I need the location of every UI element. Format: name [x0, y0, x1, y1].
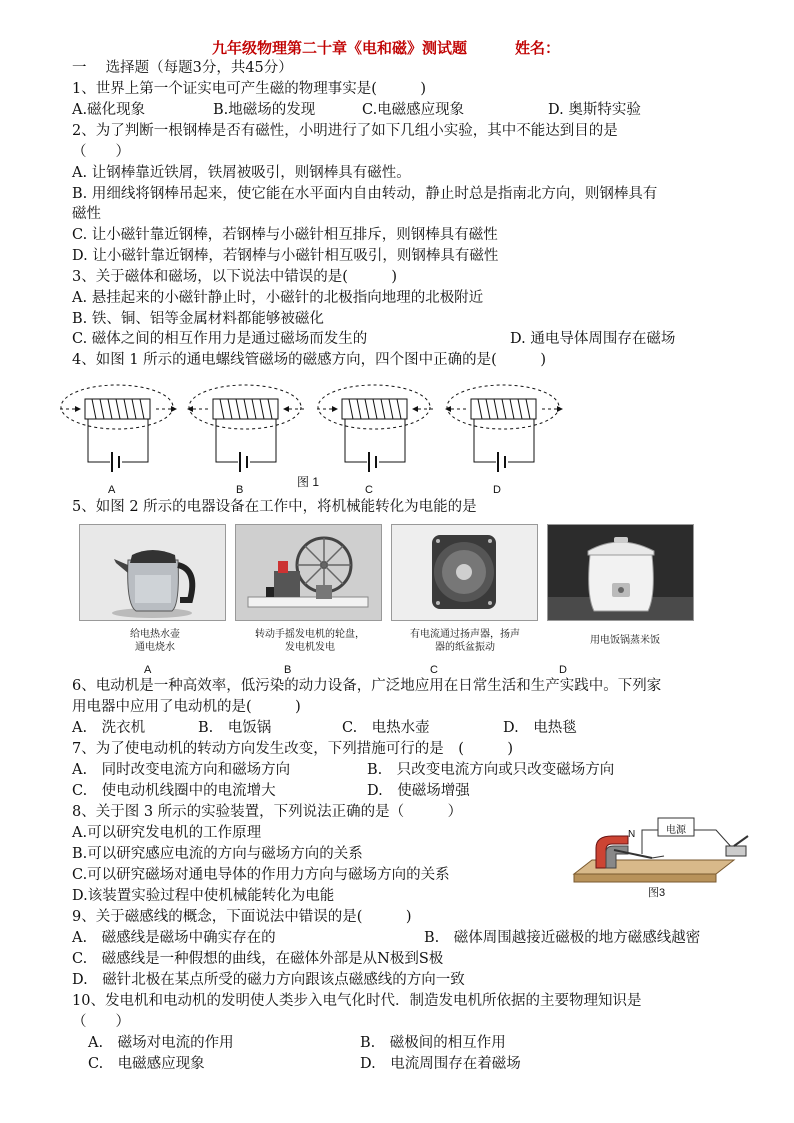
generator-caption-line1: 转动手摇发电机的轮盘， — [255, 629, 365, 640]
speaker-photo — [391, 524, 538, 621]
speaker-caption-line1: 有电流通过扬声器，扬声 — [410, 629, 520, 640]
q8-option-a: A.可以研究发电机的工作原理 — [72, 825, 262, 841]
q6-option-b: B. 电饭锅 — [198, 720, 272, 736]
q1-option-a: A.磁化现象 — [72, 102, 146, 118]
q9-option-a: A. 磁感线是磁场中确实存在的 — [72, 930, 276, 946]
rice-cooker-caption-line1: 用电饭锅蒸米饭 — [590, 635, 660, 646]
q10-option-d: D. 电流周围存在着磁场 — [360, 1056, 521, 1072]
kettle-photo — [79, 524, 226, 621]
exam-title — [212, 37, 560, 58]
fig3-power-label: 电源 — [666, 825, 686, 836]
fig1-letter-b: B — [236, 484, 244, 496]
q2-option-b-cont: 磁性 — [72, 206, 101, 222]
q2-option-d: D. 让小磁针靠近钢棒，若钢棒与小磁针相互吸引，则钢棒具有磁性 — [72, 248, 499, 264]
q1-option-c: C.电磁感应现象 — [362, 102, 465, 118]
q3-option-c: C. 磁体之间的相互作用力是通过磁场而发生的 — [72, 331, 368, 347]
section-heading: 一 选择题（每题3分，共45分） — [72, 60, 293, 76]
q7-stem: 7、为了使电动机的转动方向发生改变，下列措施可行的是 ( ) — [72, 741, 514, 757]
figure-1-label: 图 1 — [297, 475, 320, 489]
fig1-letter-a: A — [108, 484, 116, 496]
q10-option-c: C. 电磁感应现象 — [88, 1056, 205, 1072]
solenoid-c — [317, 385, 433, 472]
q3-stem: 3、关于磁体和磁场，以下说法中错误的是( ) — [72, 269, 398, 285]
q10-answer-paren: （ ） — [72, 1014, 130, 1030]
generator-caption-line2: 发电机发电 — [285, 642, 335, 653]
kettle-caption-line1: 给电热水壶 — [130, 629, 180, 640]
q10-option-a: A. 磁场对电流的作用 — [88, 1035, 234, 1051]
kettle-caption — [105, 628, 205, 654]
fig1-letter-d: D — [493, 484, 501, 496]
q6-option-d: D. 电热毯 — [503, 720, 577, 736]
rice-cooker-caption — [555, 634, 695, 647]
q2-answer-paren: （ ） — [72, 144, 130, 160]
q9-option-d: D. 磁针北极在某点所受的磁力方向跟该点磁感线的方向一致 — [72, 972, 465, 988]
q10-option-b: B. 磁极间的相互作用 — [360, 1035, 506, 1051]
q1-option-b: B.地磁场的发现 — [213, 102, 316, 118]
q4-stem: 4、如图 1 所示的通电螺线管磁场的磁感方向，四个图中正确的是( ) — [72, 352, 546, 368]
q6-stem-line2: 用电器中应用了电动机的是( ) — [72, 699, 301, 715]
title-text: 九年级物理第二十章《电和磁》测试题 — [212, 39, 468, 57]
fig2-letter-b: B — [284, 664, 292, 676]
q10-stem: 10、发电机和电动机的发明使人类步入电气化时代．制造发电机所依据的主要物理知识是 — [72, 993, 642, 1009]
q8-option-c: C.可以研究磁场对通电导体的作用力方向与磁场方向的关系 — [72, 867, 450, 883]
q7-option-a: A. 同时改变电流方向和磁场方向 — [72, 762, 291, 778]
q1-option-d: D. 奥斯特实验 — [548, 102, 641, 118]
solenoid-a — [60, 385, 176, 472]
q8-option-b: B.可以研究感应电流的方向与磁场方向的关系 — [72, 846, 363, 862]
name-label: 姓名： — [515, 39, 561, 57]
solenoid-b — [188, 385, 304, 472]
q3-option-b: B. 铁、铜、铝等金属材料都能够被磁化 — [72, 311, 324, 327]
q6-option-a: A. 洗衣机 — [72, 720, 146, 736]
q2-option-c: C. 让小磁针靠近钢棒，若钢棒与小磁针相互排斥，则钢棒具有磁性 — [72, 227, 498, 243]
fig2-letter-a: A — [144, 664, 152, 676]
q9-option-b: B. 磁体周围越接近磁极的地方磁感线越密 — [424, 930, 701, 946]
q6-option-c: C. 电热水壶 — [342, 720, 430, 736]
q2-option-a: A. 让钢棒靠近铁屑，铁屑被吸引，则钢棒具有磁性。 — [72, 165, 411, 181]
speaker-caption-line2: 器的纸盆振动 — [435, 642, 495, 653]
q7-option-d: D. 使磁场增强 — [367, 783, 470, 799]
q7-option-c: C. 使电动机线圈中的电流增大 — [72, 783, 276, 799]
q3-option-d: D. 通电导体周围存在磁场 — [510, 331, 676, 347]
figure-1-solenoids — [0, 372, 794, 512]
kettle-caption-line2: 通电烧水 — [135, 642, 175, 653]
q1-stem: 1、世界上第一个证实电可产生磁的物理事实是( ) — [72, 81, 427, 97]
q8-option-d: D.该装置实验过程中使机械能转化为电能 — [72, 888, 335, 904]
q3-option-a: A. 悬挂起来的小磁针静止时，小磁针的北极指向地理的北极附近 — [72, 290, 484, 306]
q2-option-b: B. 用细线将钢棒吊起来，使它能在水平面内自由转动，静止时总是指南北方向，则钢棒具有 — [72, 186, 658, 202]
q8-stem: 8、关于图 3 所示的实验装置，下列说法正确的是（ ） — [72, 804, 463, 820]
fig1-letter-c: C — [365, 484, 373, 496]
hand-generator-photo — [235, 524, 382, 621]
fig2-letter-c: C — [430, 664, 438, 676]
figure-3-label: 图3 — [648, 887, 666, 899]
fig3-n-pole-label: N — [628, 829, 636, 840]
q6-stem-line1: 6、电动机是一种高效率，低污染的动力设备，广泛地应用在日常生活和生产实践中。下列家 — [72, 678, 662, 694]
solenoid-d — [446, 385, 562, 472]
fig2-letter-d: D — [559, 664, 567, 676]
q9-option-c: C. 磁感线是一种假想的曲线，在磁体外部是从N极到S极 — [72, 951, 444, 967]
q2-stem: 2、为了判断一根钢棒是否有磁性，小明进行了如下几组小实验，其中不能达到目的是 — [72, 123, 618, 139]
q5-stem: 5、如图 2 所示的电器设备在工作中，将机械能转化为电能的是 — [72, 499, 477, 515]
q9-stem: 9、关于磁感线的概念，下面说法中错误的是( ) — [72, 909, 412, 925]
speaker-caption — [395, 628, 535, 654]
generator-caption — [240, 628, 380, 654]
q7-option-b: B. 只改变电流方向或只改变磁场方向 — [367, 762, 615, 778]
rice-cooker-photo — [547, 524, 694, 621]
